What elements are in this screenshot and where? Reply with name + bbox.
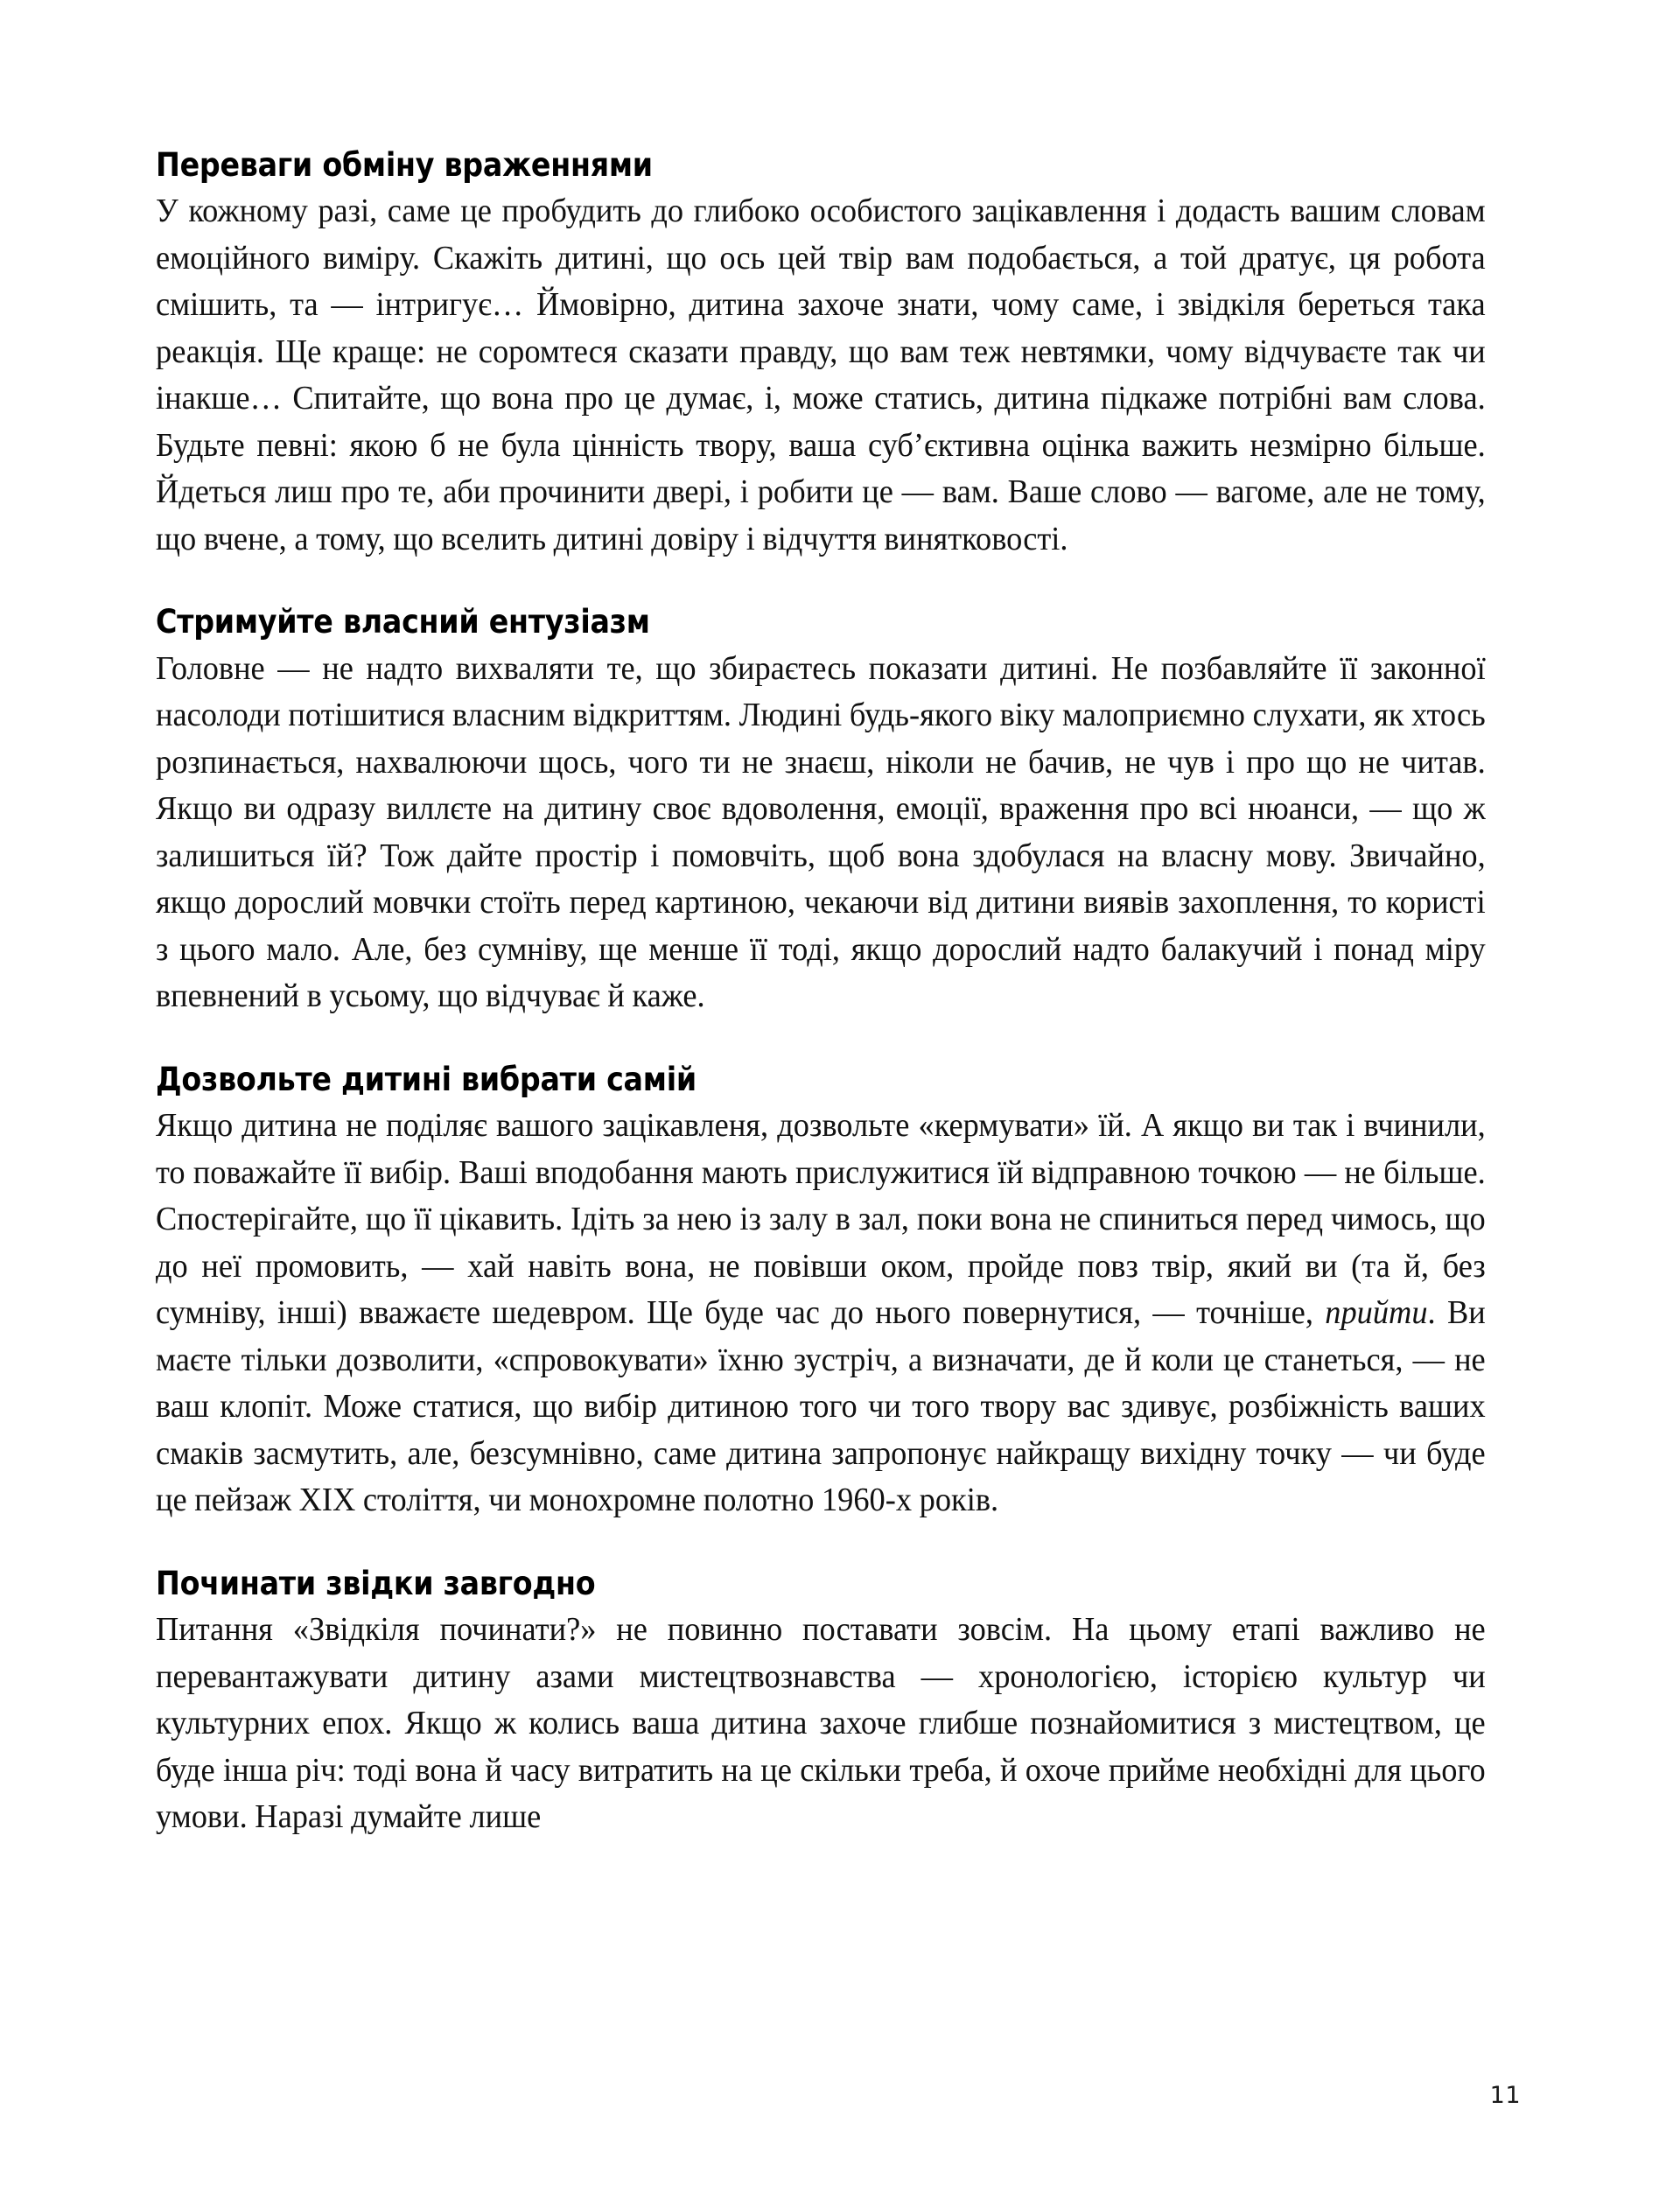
paragraph-italic-word: прийти: [1325, 1294, 1428, 1332]
section-paragraph-2: [156, 646, 1486, 1020]
section-block-3: [156, 1061, 1486, 1524]
page-number: 11: [1489, 2082, 1521, 2109]
paragraph-text-lead: Головне — не надто вихваляти те, що збираєтесь показати дитині. Не позбавляйте її законної насолоди потішитися власним відкриттям. Людині будь-якого віку малоприємно слухати, як хтось розпинається, нахвалюючи щось, чого ти не знаєш, ніколи не бачив, не чув і про що не читав. Якщо ви одразу виллєте на дитину своє вдоволення, емоції, враження про всі нюанси, — що ж залишиться їй? Тож дайте простір і помовчіть, щоб вона здобулася на власну мову. Звичайно, якщо дорослий мовчки стоїть перед картиною, чекаючи від дитини виявів захоплення, то користі з цього мало. Але, без сумніву, ще менше її тоді, якщо дорослий надто балакучий і понад міру впевнений в усьому, що відчуває й каже.: [156, 649, 1486, 1015]
section-heading-2: Стримуйте власний ентузіазм: [156, 603, 650, 641]
paragraph-text-lead: Питання «Звідкіля починати?» не повинно поставати зовсім. На цьому етапі важливо не перевантажувати дитину азами мистецтвознавства — хронологією, історією культур чи культурних епох. Якщо ж колись ваша дитина захоче глибше познайомитися з мистецтвом, це буде інша річ: тоді вона й часу витратить на це скільки треба, й охоче прийме необхідні для цього умови. Наразі думайте лише: [156, 1611, 1486, 1836]
section-heading-4: Починати звідки завгодно: [156, 1564, 596, 1602]
section-block-4: [156, 1566, 1486, 1841]
section-paragraph-4: [156, 1607, 1486, 1841]
section-block-1: [156, 147, 1486, 563]
section-block-2: [156, 604, 1486, 1019]
page-content: [156, 147, 1486, 1841]
section-heading-1: Переваги обміну враженнями: [156, 146, 653, 184]
section-paragraph-3: [156, 1103, 1486, 1524]
paragraph-text-lead: Якщо дитина не поділяє вашого зацікавленя, дозвольте «кермувати» їй. А якщо ви так і вчинили, то поважайте її вибір. Ваші вподобання мають прислужитися їй відправною точкою — не більше. Спостерігайте, що її цікавить. Ідіть за нею із залу в зал, поки вона не спиниться перед чимось, що до неї промовить, — хай навіть вона, не повівши оком, пройде повз твір, який ви (та й, без сумніву, інші) вважаєте шедевром. Ще буде час до нього повернутися, — точніше,: [156, 1107, 1486, 1332]
paragraph-text-lead: У кожному разі, саме це пробудить до глибоко особистого зацікавлення і додасть вашим словам емоційного виміру. Скажіть дитині, що ось цей твір вам подобається, а той дратує, ця робота смішить, та — інтригує… Ймовірно, дитина захоче знати, чому саме, і звідкіля береться така реакція. Ще краще: не соромтеся сказати правду, що вам теж невтямки, чому відчуваєте так чи інакше… Спитайте, що вона про це думає, і, може статись, дитина підкаже потрібні вам слова. Будьте певні: якою б не була цінність твору, ваша суб’єктивна оцінка важить незмірно більше. Йдеться лиш про те, аби прочинити двері, і робити це — вам. Ваше слово — вагоме, але не тому, що вчене, а тому, що вселить дитині довіру і відчуття винятковості.: [156, 193, 1486, 557]
section-heading-3: Дозвольте дитині вибрати самій: [156, 1060, 696, 1098]
paragraph-text-tail: . Ви маєте тільки дозволити, «спровокувати» їхню зустріч, а визначати, де й коли це станеться, — не ваш клопіт. Може статися, що вибір дитиною того чи того твору вас здивує, розбіжність ваших смаків засмутить, але, безсумнівно, саме дитина запропонує найкращу вихідну точку — чи буде це пейзаж XIX століття, чи монохромне полотно 1960-х років.: [156, 1294, 1486, 1519]
section-paragraph-1: [156, 188, 1486, 563]
